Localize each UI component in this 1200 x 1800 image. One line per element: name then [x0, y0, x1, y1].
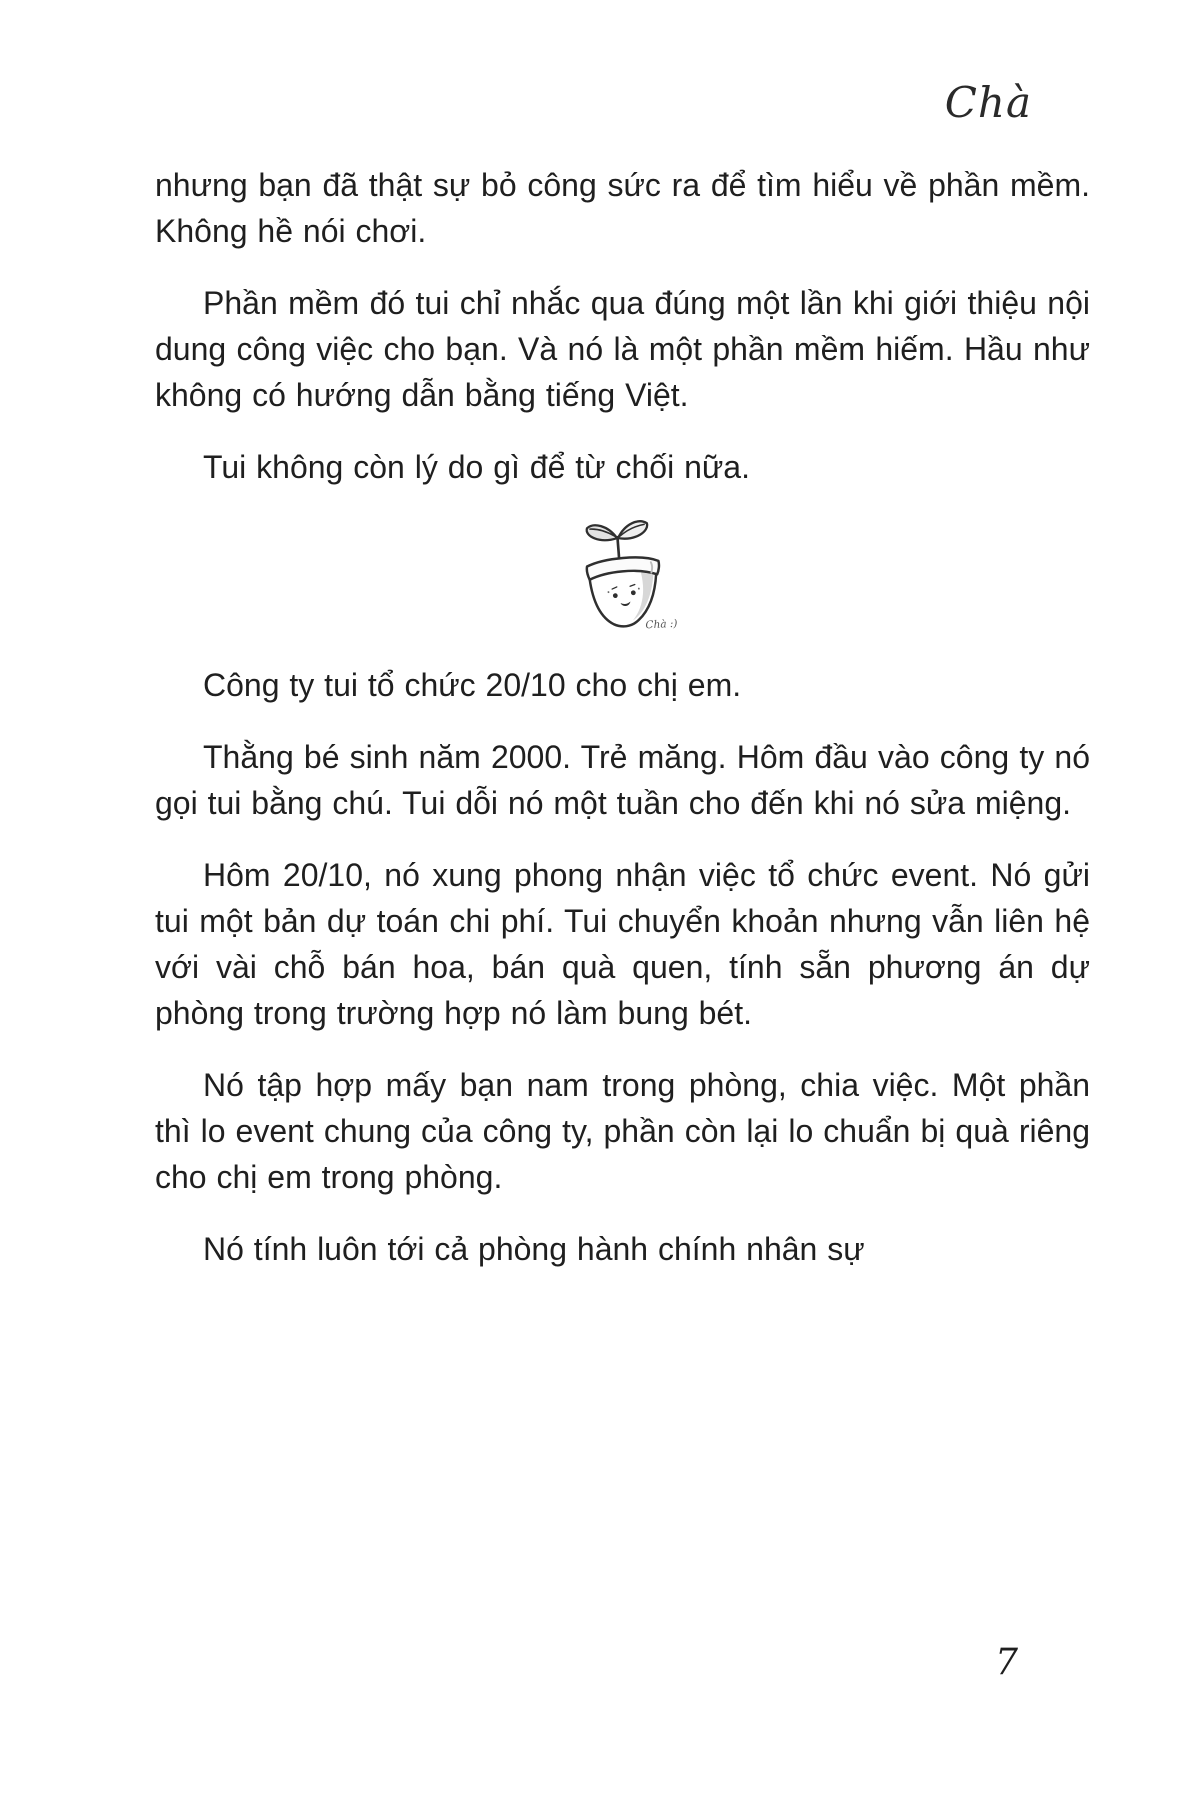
- paragraph: Nó tập hợp mấy bạn nam trong phòng, chia việc. Một phần thì lo event chung của công ty, phần còn lại lo chuẩn bị quà riêng cho chị em trong phòng.: [155, 1067, 1090, 1195]
- paragraph: Phần mềm đó tui chỉ nhắc qua đúng một lần khi giới thiệu nội dung công việc cho bạn. Và nó là một phần mềm hiếm. Hầu như không có hướng dẫn bằng tiếng Việt.: [155, 285, 1090, 413]
- page-body: [155, 162, 1090, 1298]
- paragraph: Công ty tui tổ chức 20/10 cho chị em.: [203, 667, 742, 703]
- illustration-signature: Chà :): [644, 617, 678, 632]
- paragraph: Hôm 20/10, nó xung phong nhận việc tổ chức event. Nó gửi tui một bản dự toán chi phí. Tui chuyển khoản nhưng vẫn liên hệ với vài chỗ bán hoa, bán quà quen, tính sẵn phương án dự phòng trong trường hợp nó làm bung bét.: [155, 857, 1090, 1031]
- paragraph: Thằng bé sinh năm 2000. Trẻ măng. Hôm đầu vào công ty nó gọi tui bằng chú. Tui dỗi nó một tuần cho đến khi nó sửa miệng.: [155, 739, 1090, 821]
- paragraph: nhưng bạn đã thật sự bỏ công sức ra để tìm hiểu về phần mềm. Không hề nói chơi.: [155, 167, 1090, 249]
- page-number: 7: [995, 1642, 1018, 1683]
- potted-sprout-icon: [556, 513, 688, 643]
- paragraph: Nó tính luôn tới cả phòng hành chính nhân sự: [203, 1231, 865, 1267]
- section-divider-illustration: [155, 516, 1090, 640]
- paragraph: Tui không còn lý do gì để từ chối nữa.: [203, 449, 750, 485]
- running-header-title: Chà: [944, 78, 1032, 127]
